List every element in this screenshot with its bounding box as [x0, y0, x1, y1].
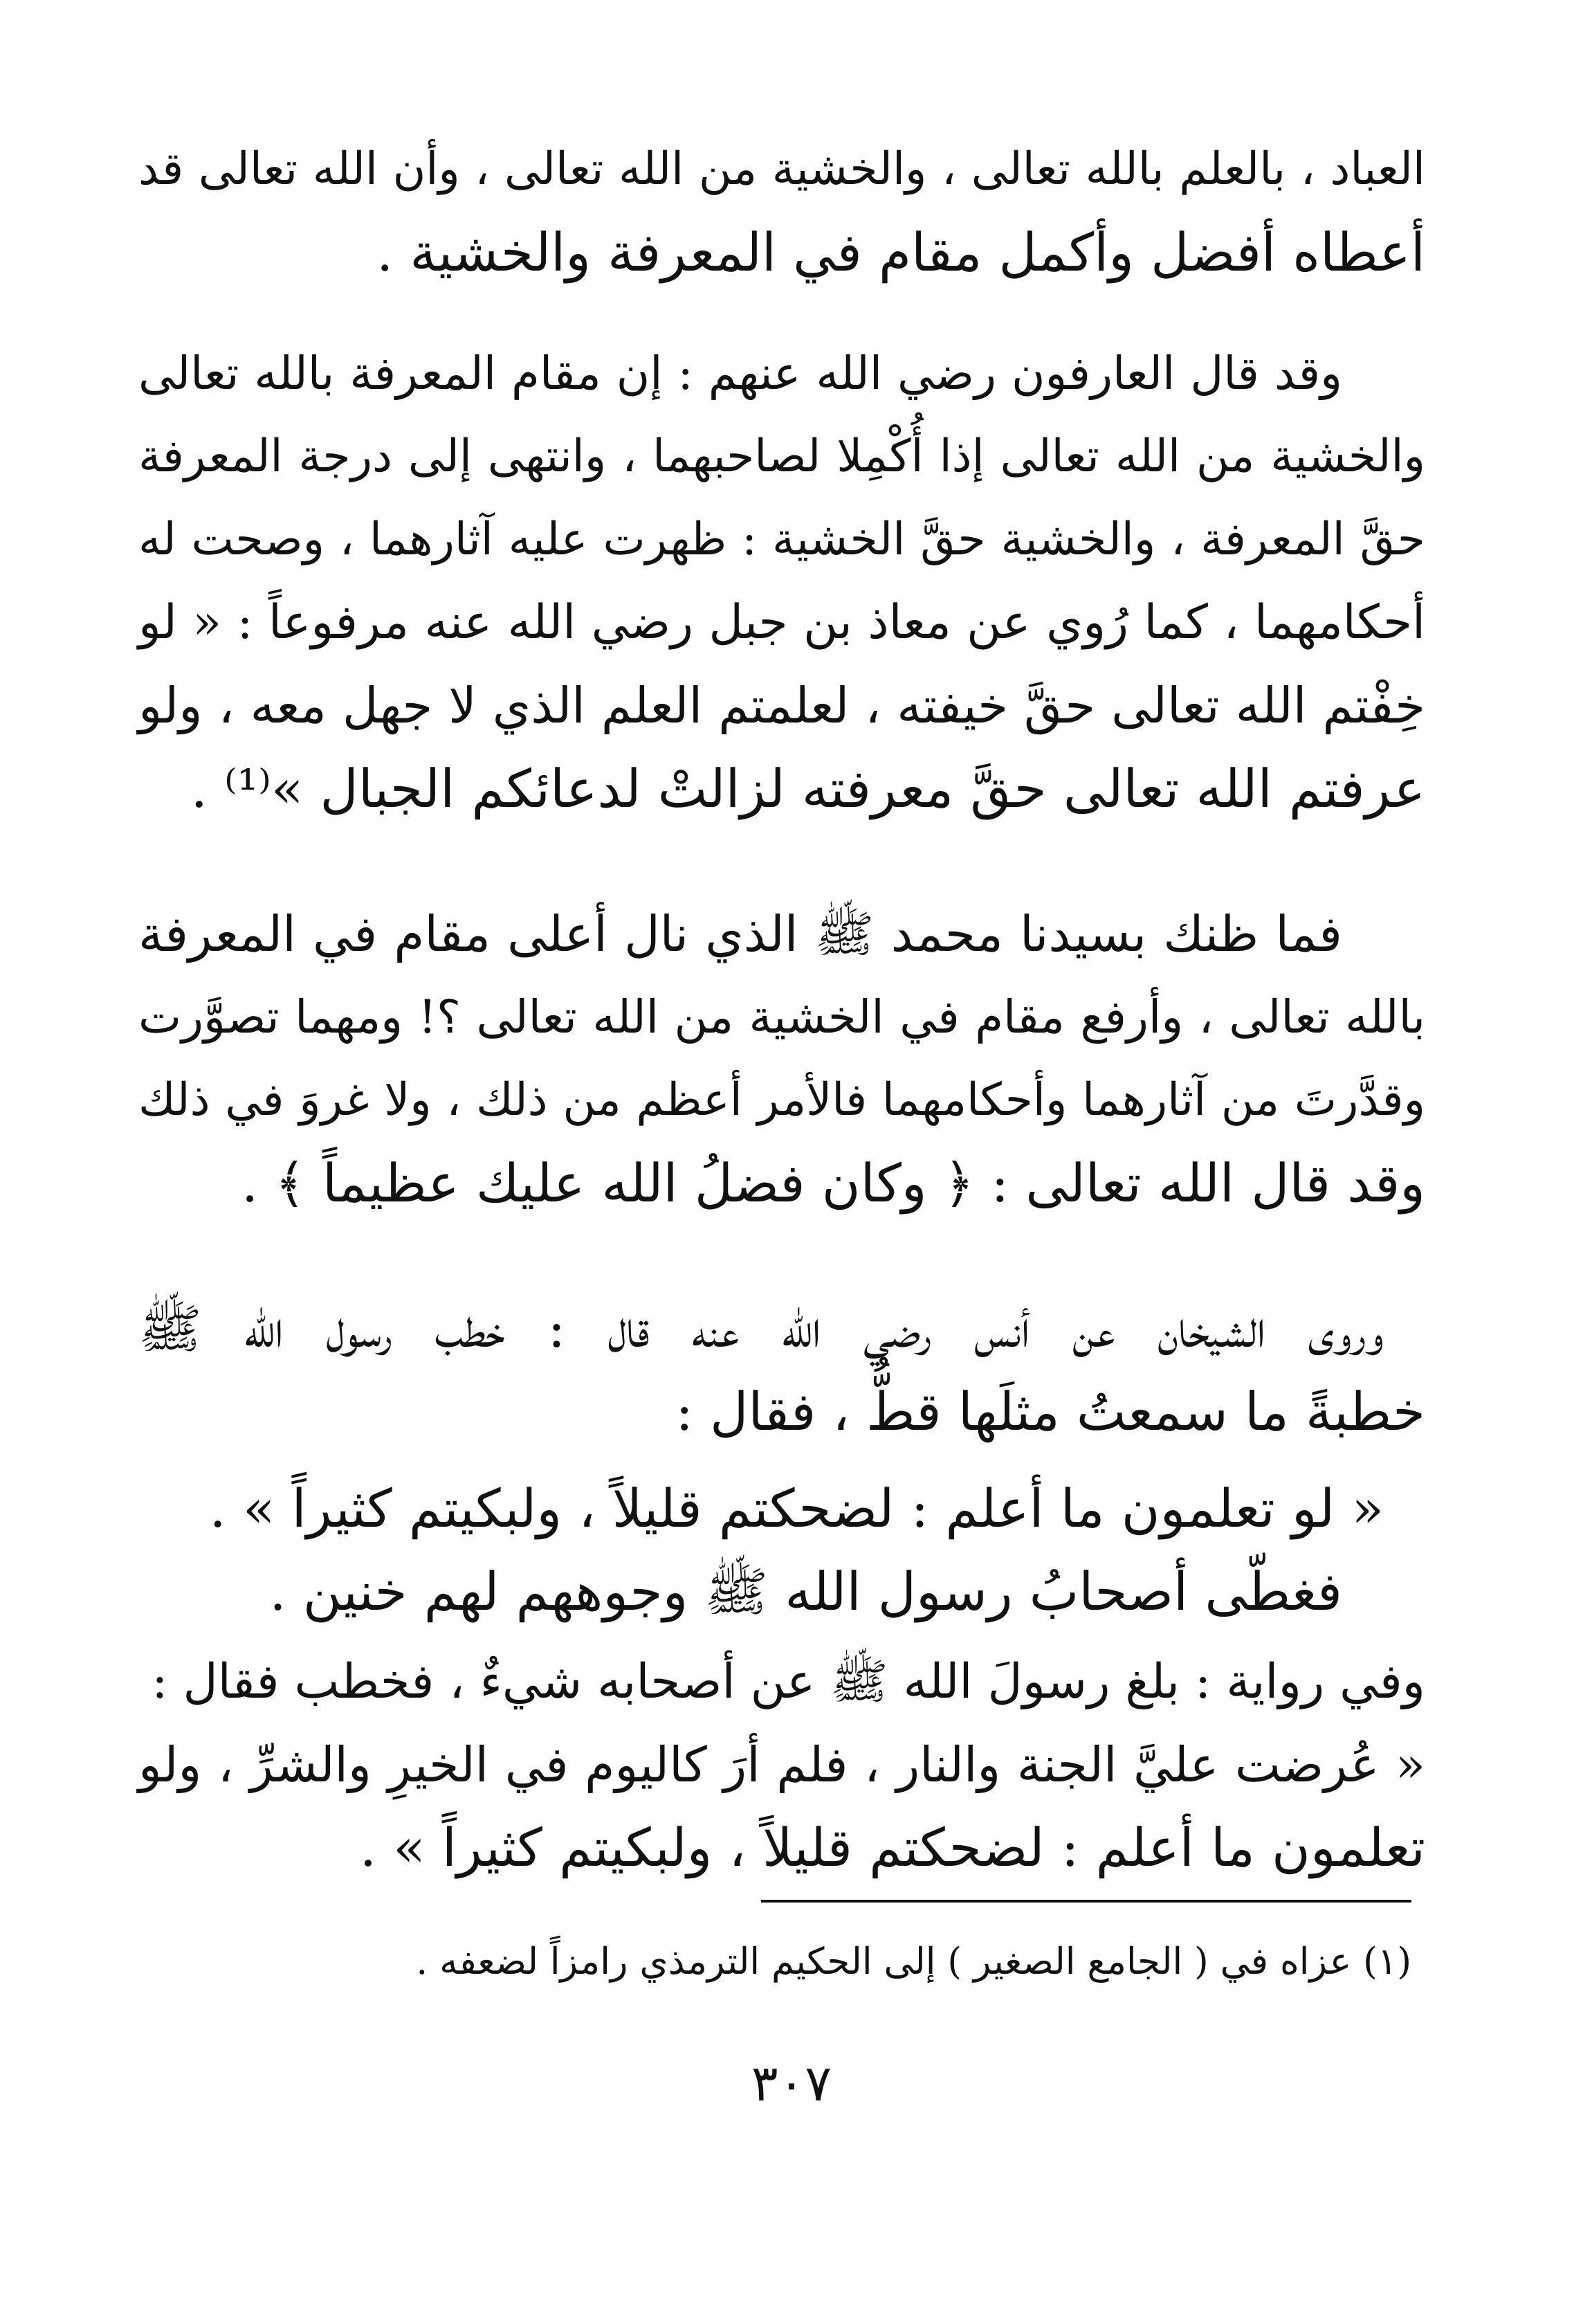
text-line: وقد قال العارفون رضي الله عنهم : إن مقام المعرفة بالله تعالى — [138, 347, 1342, 400]
paragraph-1 — [138, 128, 1425, 294]
text-line: تعلمون ما أعلم : لضحكتم قليلاً ، ولبكيتم كثيراً » . — [359, 1817, 1425, 1878]
text-line: حقَّ المعرفة ، والخشية حقَّ الخشية : ظهرت عليه آثارهما ، وصحت له — [138, 514, 1425, 565]
text-line: وقدَّرتَ من آثارهما وأحكامهما فالأمر أعظم من ذلك ، ولا غروَ في ذلك — [138, 1074, 1425, 1126]
quote-block — [138, 1467, 1425, 1633]
text-line: أحكامهما ، كما رُوي عن معاذ بن جبل رضي الله عنه مرفوعاً : « لو — [138, 595, 1425, 650]
text-line: « عُرضت عليَّ الجنة والنار ، فلم أرَ كاليوم في الخيرِ والشرِّ ، ولو — [138, 1736, 1425, 1793]
paragraph-2 — [138, 332, 1425, 830]
text-line: خطبةً ما سمعتُ مثلَها قطُّ ، فقال : — [675, 1381, 1425, 1442]
text-line: وفي رواية : بلغ رسولَ الله ﷺ عن أصحابه شيءٌ ، فخطب فقال : — [152, 1654, 1425, 1709]
text-line: وقد قال الله تعالى : ﴿ وكان فضلُ الله عليك عظيماً ﴾ . — [241, 1152, 1425, 1214]
text-line: فما ظنك بسيدنا محمد ﷺ الذي نال أعلى مقام في المعرفة — [138, 905, 1342, 963]
text-line: خِفْتم الله تعالى حقَّ خيفته ، لعلمتم العلم الذي لا جهل معه ، ولو — [138, 677, 1425, 734]
text-line: عرفتم الله تعالى حقَّ معرفته لزالتْ لدعائكم الجبال »⁽¹⁾ . — [190, 758, 1425, 819]
text-line: والخشية من الله تعالى إذا أُكْمِلا لصاحبهما ، وانتهى إلى درجة المعرفة — [138, 430, 1425, 482]
paragraph-3 — [138, 893, 1425, 1225]
text-line: فغطّى أصحابُ رسول الله ﷺ وجوههم لهم خنين . — [269, 1561, 1342, 1622]
footnote: (١) عزاه في ( الجامع الصغير ) إلى الحكيم الترمذي رامزاً لضعفه . — [416, 1941, 1411, 1983]
text-line: وروى الشيخان عن أنس رضي الله عنه قال : خطب رسول الله ﷺ — [138, 1298, 1384, 1359]
page-number: ٣٠٧ — [751, 2054, 832, 2112]
text-line: العباد ، بالعلم بالله تعالى ، والخشية من الله تعالى ، وأن الله تعالى قد — [138, 143, 1425, 195]
footnote-rule — [761, 1900, 1411, 1903]
paragraph-5 — [138, 1640, 1425, 1889]
quoted-hadith: « لو تعلمون ما أعلم : لضحكتم قليلاً ، ولبكيتم كثيراً » . — [209, 1478, 1384, 1539]
text-line: بالله تعالى ، وأرفع مقام في الخشية من الله تعالى ؟! ومهما تصوَّرت — [138, 990, 1425, 1044]
paragraph-4 — [138, 1287, 1425, 1453]
text-line: أعطاه أفضل وأكمل مقام في المعرفة والخشية . — [376, 221, 1425, 283]
